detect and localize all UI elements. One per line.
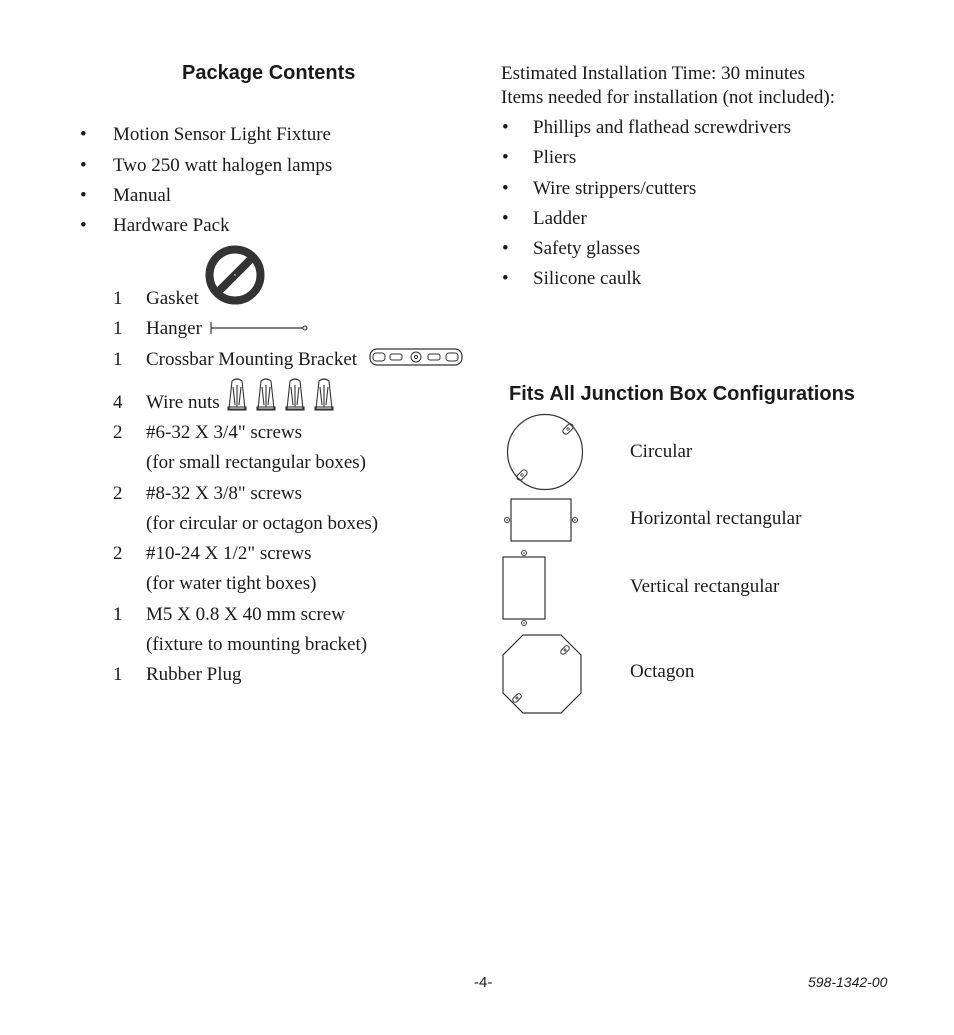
box-type-circular: Circular <box>630 441 693 462</box>
hardware-qty: 2 <box>113 422 123 443</box>
hardware-gasket: Gasket <box>146 288 199 309</box>
junction-box-heading: Fits All Junction Box Configurations <box>509 383 855 405</box>
package-item-manual: Manual <box>113 185 172 206</box>
package-item-lamps: Two 250 watt halogen lamps <box>113 155 333 176</box>
hardware-qty: 1 <box>113 288 123 309</box>
hardware-note: (for water tight boxes) <box>146 573 317 594</box>
bullet-icon: • <box>502 238 509 259</box>
bullet-icon: • <box>502 268 509 289</box>
package-item-fixture: Motion Sensor Light Fixture <box>113 124 331 145</box>
bullet-icon: • <box>502 147 509 168</box>
hardware-note: (fixture to mounting bracket) <box>146 634 368 655</box>
hardware-qty: 4 <box>113 392 123 413</box>
hardware-screw-6-32: #6-32 X 3/4" screws <box>146 422 303 443</box>
hardware-qty: 1 <box>113 604 123 625</box>
hardware-wire-nuts: Wire nuts <box>146 392 220 413</box>
crossbar-bracket-icon <box>368 346 465 368</box>
hardware-qty: 2 <box>113 543 123 564</box>
page-number: -4- <box>474 974 493 991</box>
hardware-crossbar-bracket: Crossbar Mounting Bracket <box>146 349 358 370</box>
hardware-screw-10-24: #10-24 X 1/2" screws <box>146 543 312 564</box>
octagon-box-icon <box>501 633 583 715</box>
gasket-icon <box>203 244 267 306</box>
hardware-note: (for small rectangular boxes) <box>146 452 366 473</box>
bullet-icon: • <box>502 208 509 229</box>
bullet-icon: • <box>80 215 87 236</box>
circular-box-icon <box>505 412 585 492</box>
install-item: Ladder <box>533 208 587 229</box>
hardware-qty: 2 <box>113 483 123 504</box>
hardware-hanger: Hanger <box>146 318 202 339</box>
install-item: Phillips and flathead screwdrivers <box>533 117 792 138</box>
document-code: 598-1342-00 <box>808 974 888 990</box>
box-type-octagon: Octagon <box>630 661 695 682</box>
install-items-needed: Items needed for installation (not included): <box>501 87 835 108</box>
bullet-icon: • <box>80 185 87 206</box>
box-type-vertical: Vertical rectangular <box>630 576 780 597</box>
hardware-screw-m5: M5 X 0.8 X 40 mm screw <box>146 604 345 625</box>
install-item: Safety glasses <box>533 238 641 259</box>
install-item: Pliers <box>533 147 577 168</box>
hardware-qty: 1 <box>113 318 123 339</box>
hardware-qty: 1 <box>113 349 123 370</box>
install-item: Wire strippers/cutters <box>533 178 697 199</box>
install-item: Silicone caulk <box>533 268 642 289</box>
bullet-icon: • <box>502 117 509 138</box>
bullet-icon: • <box>80 155 87 176</box>
box-type-horizontal: Horizontal rectangular <box>630 508 802 529</box>
install-time: Estimated Installation Time: 30 minutes <box>501 63 805 84</box>
bullet-icon: • <box>80 124 87 145</box>
wire-nuts-icon <box>225 377 339 411</box>
package-item-hardware-pack: Hardware Pack <box>113 215 230 236</box>
hardware-qty: 1 <box>113 664 123 685</box>
package-contents-heading: Package Contents <box>182 62 356 84</box>
horizontal-rectangular-box-icon <box>499 497 583 543</box>
hanger-icon <box>209 320 309 336</box>
hardware-rubber-plug: Rubber Plug <box>146 664 242 685</box>
hardware-screw-8-32: #8-32 X 3/8" screws <box>146 483 303 504</box>
vertical-rectangular-box-icon <box>500 548 548 630</box>
hardware-note: (for circular or octagon boxes) <box>146 513 379 534</box>
bullet-icon: • <box>502 178 509 199</box>
